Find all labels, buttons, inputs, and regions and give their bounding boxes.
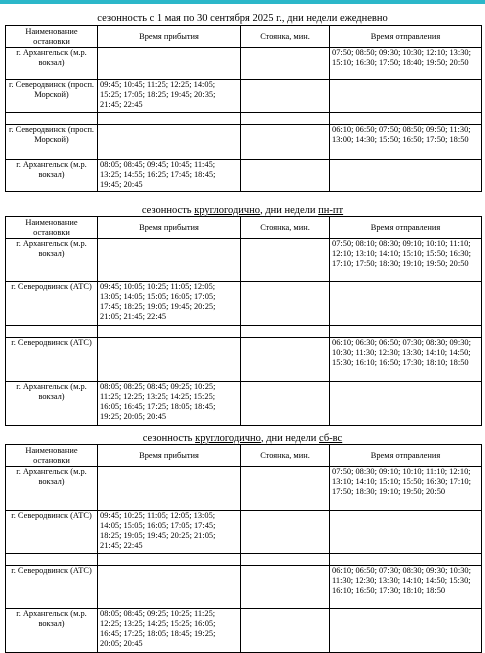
stay-minutes (241, 338, 330, 382)
stay-minutes (241, 80, 330, 113)
col-header-stop: Наименование остановки (6, 26, 98, 48)
col-header-arrival: Время прибытия (98, 445, 241, 467)
table-row (6, 467, 482, 511)
departure-times: 07:50; 08:50; 09:30; 10:30; 12:10; 13:30; 15:10; 16:30; 17:50; 18:40; 19:50; 20:50 (330, 48, 482, 80)
season-title-mid: , дни недели (260, 205, 319, 216)
arrival-times: 09:45; 10:45; 11:25; 12:25; 14:05; 15:25; 17:05; 18:25; 19:45; 20:35; 21:45; 22:45 (98, 80, 241, 113)
table-row (6, 511, 482, 554)
table-row (6, 48, 482, 80)
season-days: пн-пт (318, 205, 344, 216)
stay-minutes (241, 566, 330, 609)
season-title-prefix: сезонность (141, 205, 195, 216)
col-header-stay: Стоянка, мин. (241, 445, 330, 467)
season-days: сб-вс (319, 433, 343, 444)
col-header-departure: Время отправления (330, 217, 482, 239)
stop-name: г. Северодвинск (АТС) (6, 338, 98, 382)
stay-minutes (241, 609, 330, 653)
table-row (6, 566, 482, 609)
table-header-row (6, 26, 482, 48)
stay-minutes (241, 239, 330, 282)
schedule-table-weekends (5, 444, 482, 653)
departure-times: 06:10; 06:30; 06:50; 07:30; 08:30; 09:30; 10:30; 11:30; 12:30; 13:30; 14:10; 14:50; 15:30; 16:10; 16:50; 17:30; 18:10; 18:50 (330, 338, 482, 382)
departure-times (330, 511, 482, 554)
season-period: круглогодично (194, 205, 261, 216)
table-spacer-row (6, 554, 482, 566)
table-row (6, 125, 482, 160)
table-row (6, 338, 482, 382)
table-header-row (6, 445, 482, 467)
stop-name: г. Северодвинск (АТС) (6, 282, 98, 326)
departure-times: 07:50; 08:30; 09:10; 10:10; 11:10; 12:10; 13:10; 14:10; 15:10; 15:50; 16:30; 17:10; 17:50; 18:30; 19:10; 19:50; 20:50 (330, 467, 482, 511)
stop-name: г. Архангельск (м.р. вокзал) (6, 382, 98, 426)
table-row (6, 239, 482, 282)
season-title (0, 13, 485, 25)
departure-times: 07:50; 08:10; 08:30; 09:10; 10:10; 11:10; 12:10; 13:10; 14:10; 15:10; 15:50; 16:30; 17:10; 17:50; 18:30; 19:10; 19:50; 20:50 (330, 239, 482, 282)
season-title-mid: , дни недели (260, 433, 320, 444)
stop-name: г. Архангельск (м.р. вокзал) (6, 609, 98, 653)
stop-name: г. Северодвинск (просп. Морской) (6, 80, 98, 113)
arrival-times (98, 467, 241, 511)
col-header-departure: Время отправления (330, 26, 482, 48)
col-header-stop: Наименование остановки (6, 217, 98, 239)
table-row (6, 160, 482, 192)
arrival-times (98, 566, 241, 609)
schedule-table-weekdays (5, 216, 482, 426)
stay-minutes (241, 125, 330, 160)
arrival-times: 08:05; 08:45; 09:25; 10:25; 11:25; 12:25; 13:25; 14:25; 15:25; 16:05; 16:45; 17:25; 18:05; 18:45; 19:25; 20:05; 20:45 (98, 609, 241, 653)
departure-times (330, 160, 482, 192)
departure-times (330, 282, 482, 326)
stay-minutes (241, 511, 330, 554)
col-header-stop: Наименование остановки (6, 445, 98, 467)
stay-minutes (241, 467, 330, 511)
table-header-row (6, 217, 482, 239)
stop-name: г. Архангельск (м.р. вокзал) (6, 467, 98, 511)
col-header-departure: Время отправления (330, 445, 482, 467)
stop-name: г. Архангельск (м.р. вокзал) (6, 160, 98, 192)
header-accent-bar (0, 0, 485, 4)
arrival-times: 08:05; 08:25; 08:45; 09:25; 10:25; 11:25; 12:25; 13:25; 14:25; 15:25; 16:05; 16:45; 17:25; 18:05; 18:45; 19:25; 20:05; 20:45 (98, 382, 241, 426)
arrival-times (98, 48, 241, 80)
arrival-times: 08:05; 08:45; 09:45; 10:45; 11:45; 13:25; 14:55; 16:25; 17:45; 18:45; 19:45; 20:45 (98, 160, 241, 192)
col-header-arrival: Время прибытия (98, 217, 241, 239)
col-header-stay: Стоянка, мин. (241, 217, 330, 239)
season-period: круглогодично (195, 433, 261, 444)
stop-name: г. Северодвинск (АТС) (6, 566, 98, 609)
col-header-stay: Стоянка, мин. (241, 26, 330, 48)
season-days: ежедневно (339, 13, 388, 24)
table-spacer-row (6, 326, 482, 338)
stay-minutes (241, 382, 330, 426)
departure-times (330, 382, 482, 426)
stay-minutes (241, 48, 330, 80)
stop-name: г. Архангельск (м.р. вокзал) (6, 48, 98, 80)
table-row (6, 609, 482, 653)
schedule-table-summer (5, 25, 482, 192)
stay-minutes (241, 160, 330, 192)
arrival-times (98, 239, 241, 282)
table-row (6, 282, 482, 326)
departure-times: 06:10; 06:50; 07:50; 08:50; 09:50; 11:30; 13:00; 14:30; 15:50; 16:50; 17:50; 18:50 (330, 125, 482, 160)
stop-name: г. Северодвинск (АТС) (6, 511, 98, 554)
arrival-times: 09:45; 10:05; 10:25; 11:05; 12:05; 13:05; 14:05; 15:05; 16:05; 17:05; 17:45; 18:25; 19:05; 19:45; 20:25; 21:05; 21:45; 22:45 (98, 282, 241, 326)
col-header-arrival: Время прибытия (98, 26, 241, 48)
table-row (6, 80, 482, 113)
table-spacer-row (6, 113, 482, 125)
departure-times (330, 609, 482, 653)
departure-times (330, 80, 482, 113)
stay-minutes (241, 282, 330, 326)
arrival-times (98, 338, 241, 382)
arrival-times (98, 125, 241, 160)
season-title-prefix: сезонность с 1 мая по 30 сентября 2025 г., дни недели (97, 13, 340, 24)
arrival-times: 09:45; 10:25; 11:05; 12:05; 13:05; 14:05; 15:05; 16:05; 17:05; 17:45; 18:25; 19:05; 19:45; 20:25; 21:05; 21:45; 22:45 (98, 511, 241, 554)
table-row (6, 382, 482, 426)
stop-name: г. Архангельск (м.р. вокзал) (6, 239, 98, 282)
departure-times: 06:10; 06:50; 07:30; 08:30; 09:30; 10:30; 11:30; 12:30; 13:30; 14:10; 14:50; 15:30; 16:10; 16:50; 17:30; 18:10; 18:50 (330, 566, 482, 609)
stop-name: г. Северодвинск (просп. Морской) (6, 125, 98, 160)
season-title-prefix: сезонность (142, 433, 196, 444)
